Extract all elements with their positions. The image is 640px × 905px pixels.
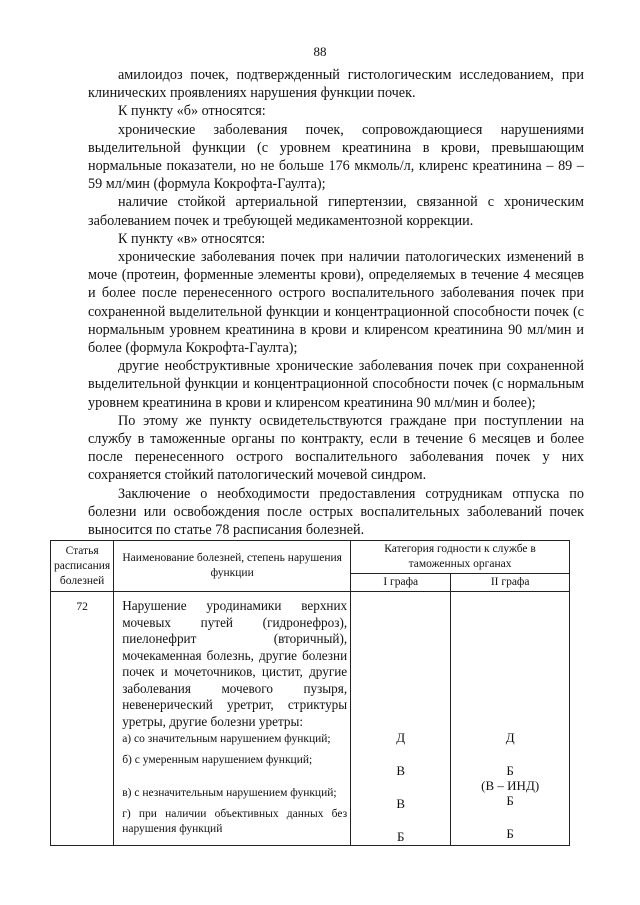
- grade-a-col1: Д: [396, 730, 406, 745]
- paragraph: хронические заболевания почек, сопровождающиеся нарушениями выделительной функции (с уровнем креатинина в крови, превышающим нормальные показатели, но не больше 176 мкмоль/л, клиренс креатинина – 89 – 59 мл/мин (формула Кокрофта-Гаулта);: [88, 121, 584, 193]
- disease-schedule-table: [50, 540, 570, 846]
- item-b: б) с умеренным нарушением функций;: [122, 754, 313, 766]
- item-c: в) с незначительным нарушением функций;: [122, 787, 337, 799]
- paragraph: амилоидоз почек, подтвержденный гистологическим исследованием, при клинических проявлениях нарушения функции почек.: [88, 67, 584, 102]
- grade-b-col2-note: (В – ИНД): [481, 778, 540, 793]
- item-d: г) при наличии объективных данных без нарушения функций: [122, 808, 348, 835]
- paragraph: По этому же пункту освидетельствуются граждане при поступлении на службу в таможенные органы по контракту, если в течение 6 месяцев и более после перенесенного острого воспалительного заболевания почек у них сохраняется стойкий патологический мочевой синдром.: [88, 412, 584, 484]
- paragraph: К пункту «в» относятся:: [118, 230, 266, 247]
- paragraph: хронические заболевания почек при наличии патологических изменений в моче (протеин, форменные элементы крови), определяемых в течение 4 месяцев и более после перенесенного острого воспалительного заболевания почек при сохраненной выделительной функции и концентрационной способности почек (с нормальным уровнем креатинина в крови и клиренсом креатинина 90 мл/мин и более (формула Кокрофта-Гаулта);: [88, 249, 584, 357]
- grade-column-2: [451, 592, 570, 846]
- grade-b-col1: В: [396, 763, 406, 778]
- page-number: 88: [313, 44, 327, 59]
- item-a: а) со значительным нарушением функций;: [122, 733, 331, 745]
- header-article: Статья расписания болезней: [51, 541, 114, 592]
- paragraph: наличие стойкой артериальной гипертензии, связанной с хроническим заболеванием почек и требующей медикаментозной коррекции.: [88, 194, 584, 229]
- grade-b-col2: Б: [506, 763, 514, 778]
- table-header-row: [51, 541, 570, 574]
- header-column-2: II графа: [451, 574, 570, 592]
- header-category: Категория годности к службе в таможенных органах: [351, 541, 570, 574]
- grade-d-col1: Б: [397, 829, 405, 844]
- grade-c-col1: В: [396, 796, 406, 811]
- grade-column-1: [351, 592, 451, 846]
- paragraph: Заключение о необходимости предоставления сотрудникам отпуска по болезни или освобождения после острых воспалительных заболеваний почек выносится по статье 78 расписания болезней.: [88, 485, 584, 539]
- grade-a-col2: Д: [505, 730, 515, 745]
- header-name: Наименование болезней, степень нарушения функции: [114, 541, 351, 592]
- disease-name: Нарушение уродинамики верхних мочевых путей (гидронефроз), пиелонефрит (вторичный), мочекаменная болезнь, другие болезни почек и мочеточников, цистит, другие заболевания мочевого пузыря, невенерический уретрит, стриктуры уретры, другие болезни уретры:: [122, 598, 348, 729]
- article-number: 72: [51, 592, 114, 846]
- body-text: [88, 66, 584, 539]
- header-column-1: I графа: [351, 574, 451, 592]
- disease-cell: [114, 592, 351, 846]
- grade-c-col2: Б: [506, 793, 514, 808]
- paragraph: К пункту «б» относятся:: [118, 103, 266, 120]
- table-row: [51, 592, 570, 846]
- grade-d-col2: Б: [506, 826, 514, 841]
- paragraph: другие необструктивные хронические заболевания почек при сохраненной выделительной функции и концентрационной способности почек (с нормальным уровнем креатинина в крови и клиренсом креатинина 90 мл/мин и более);: [88, 358, 584, 411]
